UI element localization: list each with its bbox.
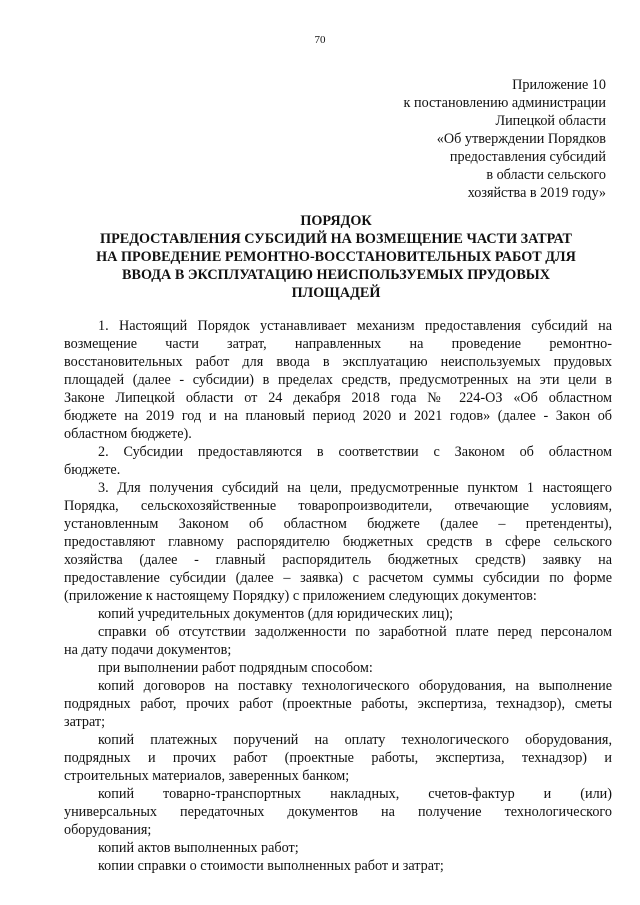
appendix-line: Липецкой области <box>495 113 606 129</box>
title-line: ПЛОЩАДЕЙ <box>291 285 381 301</box>
body-line: установленным Законом об областном бюджете (далее – претенденты), <box>64 516 612 532</box>
page-number: 70 <box>314 34 326 46</box>
body-line: 3. Для получения субсидий на цели, предусмотренные пунктом 1 настоящего <box>98 480 612 496</box>
appendix-block <box>306 76 606 202</box>
appendix-line: «Об утверждении Порядков <box>436 131 606 147</box>
appendix-line: Приложение 10 <box>512 77 606 93</box>
body-line: 2. Субсидии предоставляются в соответствии с Законом об областном <box>98 444 612 460</box>
body-line: копий платежных поручений на оплату технологического оборудования, <box>98 732 612 748</box>
body-line: возмещение части затрат, направленных на проведение ремонтно- <box>64 336 612 352</box>
appendix-line: хозяйства в 2019 году» <box>467 185 606 201</box>
body-line: бюджете. <box>64 462 121 478</box>
title-line: ПРЕДОСТАВЛЕНИЯ СУБСИДИЙ НА ВОЗМЕЩЕНИЕ ЧАСТИ ЗАТРАТ <box>100 231 572 247</box>
title-line: НА ПРОВЕДЕНИЕ РЕМОНТНО-ВОССТАНОВИТЕЛЬНЫХ РАБОТ ДЛЯ <box>96 249 576 265</box>
body-line: справки об отсутствии задолженности по заработной плате перед персоналом <box>98 624 612 640</box>
body-line: хозяйства (далее - главный распорядитель бюджетных средств) заявку на <box>64 552 612 568</box>
appendix-line: предоставления субсидий <box>449 149 606 165</box>
body-line: 1. Настоящий Порядок устанавливает механизм предоставления субсидий на <box>98 318 612 334</box>
body-line: предоставление субсидии (далее – заявка) с расчетом суммы субсидии по форме <box>64 570 612 586</box>
appendix-line: к постановлению администрации <box>403 95 606 111</box>
body-line: подрядных работ, прочих работ (проектные работы, экспертиза, технадзор), сметы <box>64 696 612 712</box>
body-line: областном бюджете). <box>64 426 192 442</box>
body-line: строительных материалов, заверенных банком; <box>64 768 350 784</box>
body-line: копий товарно-транспортных накладных, счетов-фактур и (или) <box>98 786 612 802</box>
body-line: копий учредительных документов (для юридических лиц); <box>98 606 454 622</box>
body-line: копии справки о стоимости выполненных работ и затрат; <box>98 858 444 874</box>
body-line: площадей (далее - субсидии) в пределах средств, предусмотренных на эти цели в <box>64 372 612 388</box>
title-line: ВВОДА В ЭКСПЛУАТАЦИЮ НЕИСПОЛЬЗУЕМЫХ ПРУДОВЫХ <box>122 267 550 283</box>
appendix-line: в области сельского <box>486 167 606 183</box>
body-line: универсальных передаточных документов на получение технологического <box>64 804 612 820</box>
body-line: (приложение к настоящему Порядку) с приложением следующих документов: <box>64 588 537 604</box>
body-line: Порядка, сельскохозяйственные товаропроизводители, отвечающие условиям, <box>64 498 612 514</box>
document-body <box>64 317 612 875</box>
body-line: копий актов выполненных работ; <box>98 840 299 856</box>
body-line: затрат; <box>64 714 106 730</box>
body-line: подрядных и прочих работ (проектные работы, экспертиза, технадзор) и <box>64 750 612 766</box>
title-line: ПОРЯДОК <box>300 213 372 229</box>
body-line: при выполнении работ подрядным способом: <box>98 660 373 676</box>
body-line: оборудования; <box>64 822 152 838</box>
body-line: предоставляют главному распорядителю бюджетных средств в сфере сельского <box>64 534 612 550</box>
body-line: на дату подачи документов; <box>64 642 232 658</box>
body-line: бюджете на 2019 год и на плановый период 2020 и 2021 годов» (далее - Закон об <box>64 408 612 424</box>
document-title <box>60 212 612 302</box>
body-line: Законе Липецкой области от 24 декабря 2018 года № 224-ОЗ «Об областном <box>64 390 612 406</box>
body-line: копий договоров на поставку технологического оборудования, на выполнение <box>98 678 612 694</box>
body-line: восстановительных работ для ввода в эксплуатацию неиспользуемых прудовых <box>64 354 612 370</box>
